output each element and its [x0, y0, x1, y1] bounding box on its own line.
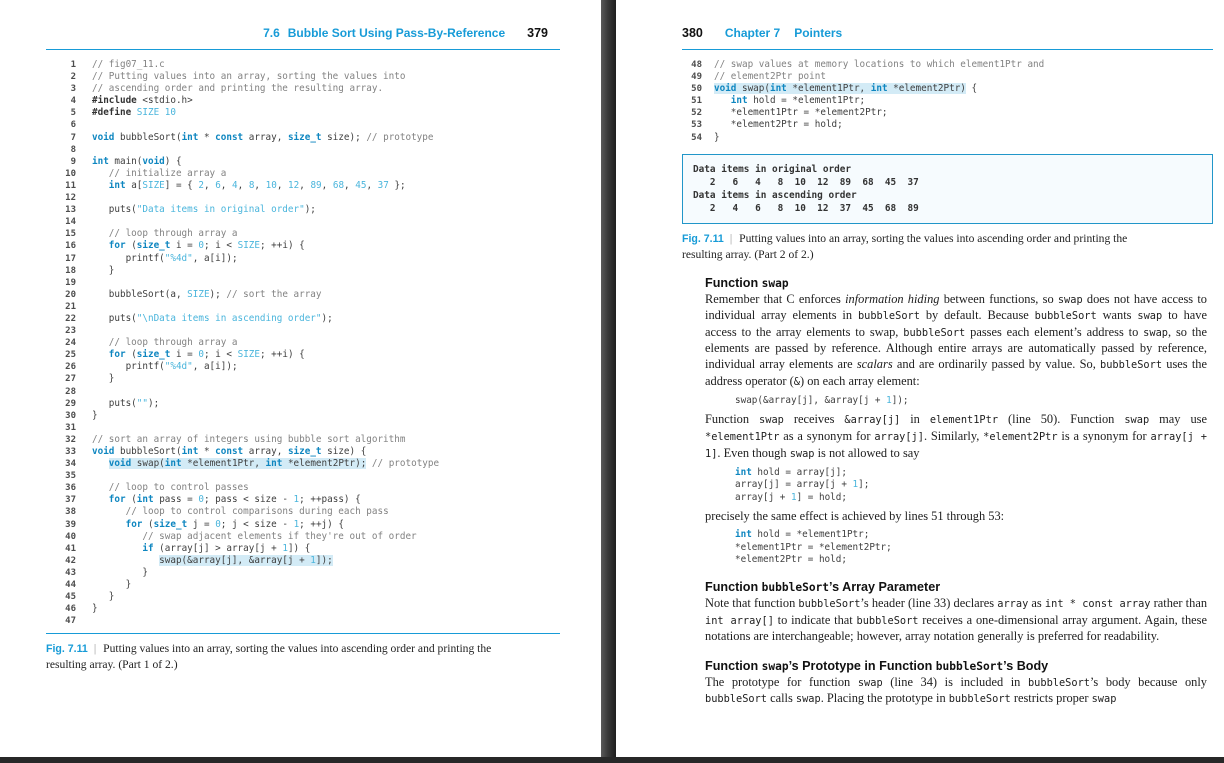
code-line: 30 } [65, 409, 98, 421]
chapter-label: Chapter 7 [724, 26, 781, 40]
code-line: 26 printf("%4d", a[i]); [65, 361, 238, 373]
code-line: 44 } [65, 579, 132, 591]
code-line: 5 #define SIZE 10 [70, 107, 176, 119]
output-line: 2 6 4 8 10 12 89 68 45 37 [693, 176, 919, 188]
caption-text: Putting values into an array, sorting the values into ascending order and printing the resulting array. (Part 2 of 2.) [682, 231, 1128, 261]
section-heading: Function bubbleSort’s Array Parameter [705, 580, 941, 595]
output-line: 2 4 6 8 10 12 37 45 68 89 [693, 202, 919, 214]
output-line: Data items in original order [693, 163, 852, 175]
header-rule [46, 49, 560, 50]
code-line: 24 // loop through array a [65, 337, 238, 349]
code-line: 54 } [691, 131, 720, 143]
code-line: 8 [70, 144, 76, 155]
code-line: 50 void swap(int *element1Ptr, int *element2Ptr) { [691, 83, 978, 95]
chapter-title: Pointers [794, 26, 843, 40]
inline-code-block: int hold = array[j]; array[j] = array[j + 1]; array[j + 1] = hold; [735, 467, 870, 503]
code-line: 45 } [65, 591, 115, 603]
code-line: 51 int hold = *element1Ptr; [691, 95, 866, 107]
right-page [616, 0, 1224, 763]
code-line: 38 // loop to control comparisons during each pass [65, 506, 389, 518]
bottom-bar [0, 757, 1224, 763]
code-line: 43 } [65, 566, 148, 578]
paragraph: Function swap receives &array[j] in element1Ptr (line 50). Function swap may use *element1Ptr as a synonym for array[j]. Similarly, *element2Ptr is a synonym for array[j + 1]. Even though swap is not allowed to say [705, 412, 1207, 460]
code-line: 1 // fig07_11.c [70, 59, 165, 70]
code-line: 4 #include <stdio.h> [70, 95, 193, 107]
code-line: 20 bubbleSort(a, SIZE); // sort the array [65, 288, 322, 300]
page-gutter [601, 0, 616, 763]
code-line: 7 void bubbleSort(int * const array, size_t size); // prototype [70, 131, 434, 143]
code-line: 9 int main(void) { [70, 155, 182, 167]
code-line: 52 *element1Ptr = *element2Ptr; [691, 107, 888, 119]
code-line: 15 // loop through array a [65, 228, 238, 240]
code-line: 34 void swap(int *element1Ptr, int *element2Ptr); // prototype [65, 458, 440, 470]
code-line: 39 for (size_t j = 0; j < size - 1; ++j) { [65, 518, 344, 530]
code-line: 21 [65, 301, 76, 312]
code-line: 37 for (int pass = 0; pass < size - 1; ++pass) { [65, 494, 361, 506]
left-page [0, 0, 601, 763]
code-line: 23 [65, 326, 76, 337]
code-line: 2 // Putting values into an array, sorting the values into [70, 71, 406, 83]
left-running-head [46, 0, 560, 40]
code-line: 53 *element2Ptr = hold; [691, 119, 843, 131]
code-line: 27 } [65, 373, 115, 385]
paragraph: The prototype for function swap (line 34) is included in bubbleSort’s body because only bubbleSort calls swap. Placing the prototype in bubbleSort restricts proper swap [705, 674, 1208, 706]
section-title: Bubble Sort Using Pass-By-Reference [287, 26, 506, 40]
left-page-content [46, 0, 560, 672]
code-line: 19 [65, 277, 76, 288]
code-line: 17 printf("%4d", a[i]); [65, 252, 238, 264]
section-heading: Function swap [705, 275, 789, 290]
section-heading: Function swap’s Prototype in Function bubbleSort’s Body [705, 658, 1049, 673]
right-page-content [682, 0, 1213, 708]
paragraph: precisely the same effect is achieved by lines 51 through 53: [705, 508, 1005, 523]
code-line: 48 // swap values at memory locations to which element1Ptr and [691, 59, 1045, 70]
code-line: 40 // swap adjacent elements if they're out of order [65, 530, 417, 542]
paragraph: Note that function bubbleSort’s header (line 33) declares array as int * const array rather than int array[] to indicate that bubbleSort receives a one-dimensional array argument. Again, these notations are interchangeable; however, array notation generally is preferred for readability. [705, 596, 1208, 644]
code-line: 11 int a[SIZE] = { 2, 6, 4, 8, 10, 12, 89, 68, 45, 37 }; [65, 179, 406, 191]
code-line: 36 // loop to control passes [65, 482, 249, 494]
code-line: 16 for (size_t i = 0; i < SIZE; ++i) { [65, 240, 305, 252]
code-line: 6 [70, 120, 76, 131]
figure-caption [682, 231, 1160, 262]
code-line: 25 for (size_t i = 0; i < SIZE; ++i) { [65, 349, 305, 361]
code-line: 31 [65, 422, 76, 433]
right-running-head [682, 0, 1213, 40]
caption-separator: | [729, 231, 733, 245]
page-number: 380 [682, 26, 703, 40]
inline-code-block: int hold = *element1Ptr; *element1Ptr = *element2Ptr; *element2Ptr = hold; [735, 529, 892, 565]
code-listing-part1 [46, 59, 560, 627]
code-line: 22 puts("\nData items in ascending order"); [65, 312, 333, 324]
program-output-box [682, 154, 1213, 224]
page-number: 379 [527, 26, 548, 40]
caption-separator: | [93, 642, 97, 656]
figure-label: Fig. 7.11 [682, 232, 724, 245]
header-rule [682, 49, 1213, 50]
code-line: 3 // ascending order and printing the resulting array. [70, 83, 384, 95]
code-line: 41 if (array[j] > array[j + 1]) { [65, 542, 311, 554]
code-line: 49 // element2Ptr point [691, 71, 826, 83]
code-line: 14 [65, 217, 76, 228]
output-line: Data items in ascending order [693, 189, 857, 201]
code-line: 46 } [65, 603, 98, 615]
discussion-sections [705, 276, 1207, 708]
section-number: 7.6 [263, 26, 280, 40]
inline-code-block: swap(&array[j], &array[j + 1]); [735, 395, 909, 407]
figure-label: Fig. 7.11 [46, 643, 88, 656]
code-line: 42 swap(&array[j], &array[j + 1]); [65, 554, 333, 566]
code-line: 47 [65, 616, 76, 627]
paragraph: Remember that C enforces information hiding between functions, so swap does not have access to individual array elements in bubbleSort by default. Because bubbleSort wants swap to have access to the array elements to swap, bubbleSort passes each element’s address to swap, so the elements are passed by reference. Although entire arrays are automatically passed by reference, individual array elements are scalars and are ordinarily passed by value. So, bubbleSort uses the address operator (&) on each array element: [705, 291, 1207, 388]
code-line: 28 [65, 386, 76, 397]
code-line: 35 [65, 471, 76, 482]
code-line: 32 // sort an array of integers using bubble sort algorithm [65, 433, 406, 445]
code-listing-part2 [682, 59, 1213, 144]
code-line: 33 void bubbleSort(int * const array, size_t size) { [65, 446, 367, 457]
code-line: 12 [65, 193, 76, 204]
code-line: 18 } [65, 264, 115, 276]
caption-rule [46, 633, 560, 634]
figure-caption [46, 641, 524, 672]
caption-text: Putting values into an array, sorting the values into ascending order and printing the resulting array. (Part 1 of 2.) [46, 642, 492, 672]
code-line: 10 // initialize array a [65, 167, 227, 179]
code-line: 13 puts("Data items in original order"); [65, 204, 316, 216]
code-line: 29 puts(""); [65, 397, 160, 409]
